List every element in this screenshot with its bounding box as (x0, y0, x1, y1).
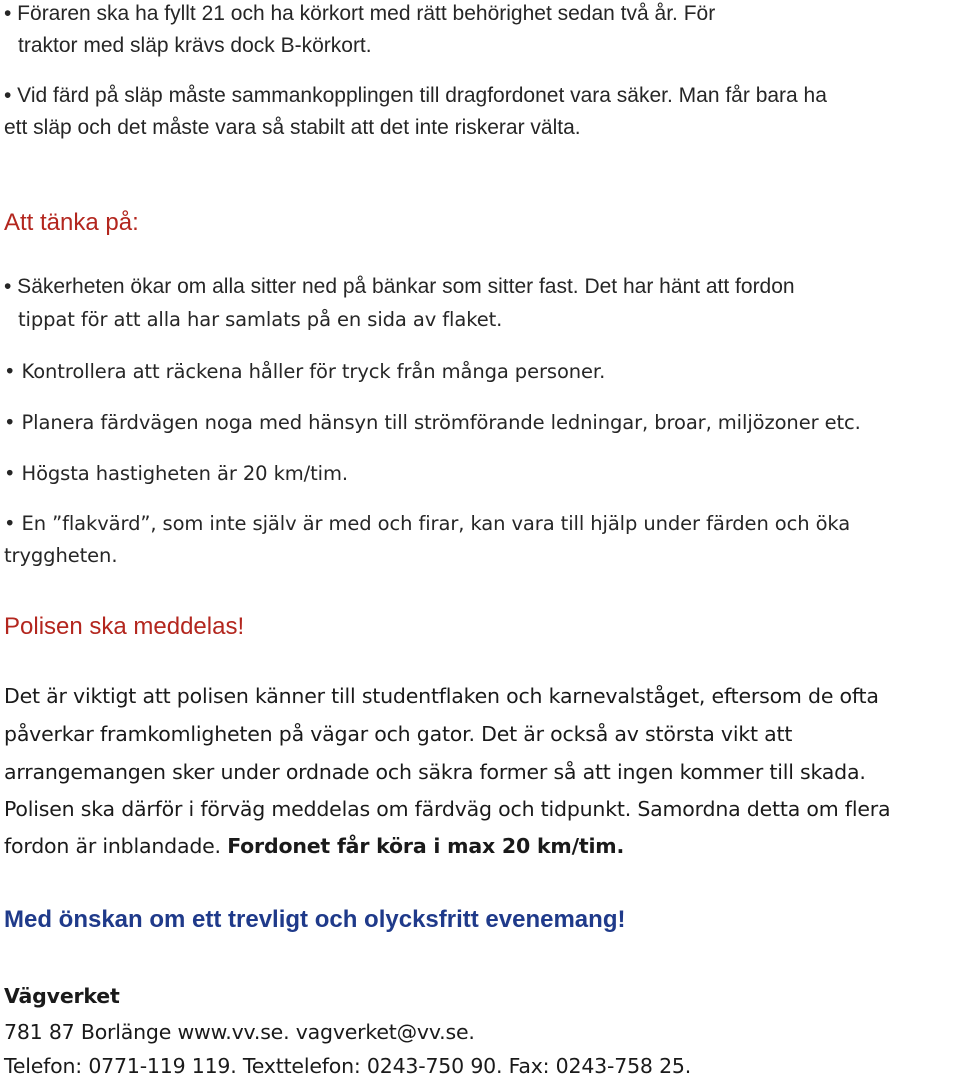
heading-police: Polisen ska meddelas! (4, 613, 245, 640)
org-phones: Telefon: 0771-119 119. Texttelefon: 0243-750 90. Fax: 0243-758 25. (4, 1054, 692, 1078)
heading-think-about: Att tänka på: (4, 209, 139, 236)
bullet-seating-line2: tippat för att alla har samlats på en sida av flaket. (18, 308, 503, 331)
org-name: Vägverket (4, 984, 120, 1008)
police-paragraph-line5-text: fordon är inblandade. (4, 834, 221, 858)
bullet-trailer-line2: ett släp och det måste vara så stabilt att det inte riskerar välta. (4, 116, 581, 139)
closing-wish: Med önskan om ett trevligt och olycksfritt evenemang! (4, 906, 626, 933)
bullet-host-line1: • En ”flakvärd”, som inte själv är med och firar, kan vara till hjälp under färden och öka (4, 512, 851, 535)
bullet-host-line2: tryggheten. (4, 544, 118, 567)
police-paragraph-line2: påverkar framkomligheten på vägar och gator. Det är också av största vikt att (4, 722, 793, 746)
bullet-seating-line1: • Säkerheten ökar om alla sitter ned på bänkar som sitter fast. Det har hänt att fordon (4, 275, 795, 298)
bullet-speed: • Högsta hastigheten är 20 km/tim. (4, 462, 348, 485)
bullet-trailer-line1: • Vid färd på släp måste sammankopplingen till dragfordonet vara säker. Man får bara ha (4, 84, 827, 107)
bullet-route: • Planera färdvägen noga med hänsyn till strömförande ledningar, broar, miljözoner etc. (4, 411, 861, 434)
police-paragraph-line3: arrangemangen sker under ordnade och säkra former så att ingen kommer till skada. (4, 760, 866, 784)
bullet-license-line2: traktor med släp krävs dock B-körkort. (18, 34, 372, 57)
police-paragraph-line5 (4, 834, 624, 858)
org-address: 781 87 Borlänge www.vv.se. vagverket@vv.se. (4, 1020, 475, 1044)
police-paragraph-line1: Det är viktigt att polisen känner till studentflaken och karnevalståget, eftersom de ofta (4, 684, 879, 708)
bullet-license-line1: • Föraren ska ha fyllt 21 och ha körkort med rätt behörighet sedan två år. För (4, 2, 716, 25)
speed-limit-note: Fordonet får köra i max 20 km/tim. (227, 834, 625, 858)
police-paragraph-line4: Polisen ska därför i förväg meddelas om färdväg och tidpunkt. Samordna detta om flera (4, 797, 891, 821)
bullet-railings: • Kontrollera att räckena håller för tryck från många personer. (4, 360, 606, 383)
